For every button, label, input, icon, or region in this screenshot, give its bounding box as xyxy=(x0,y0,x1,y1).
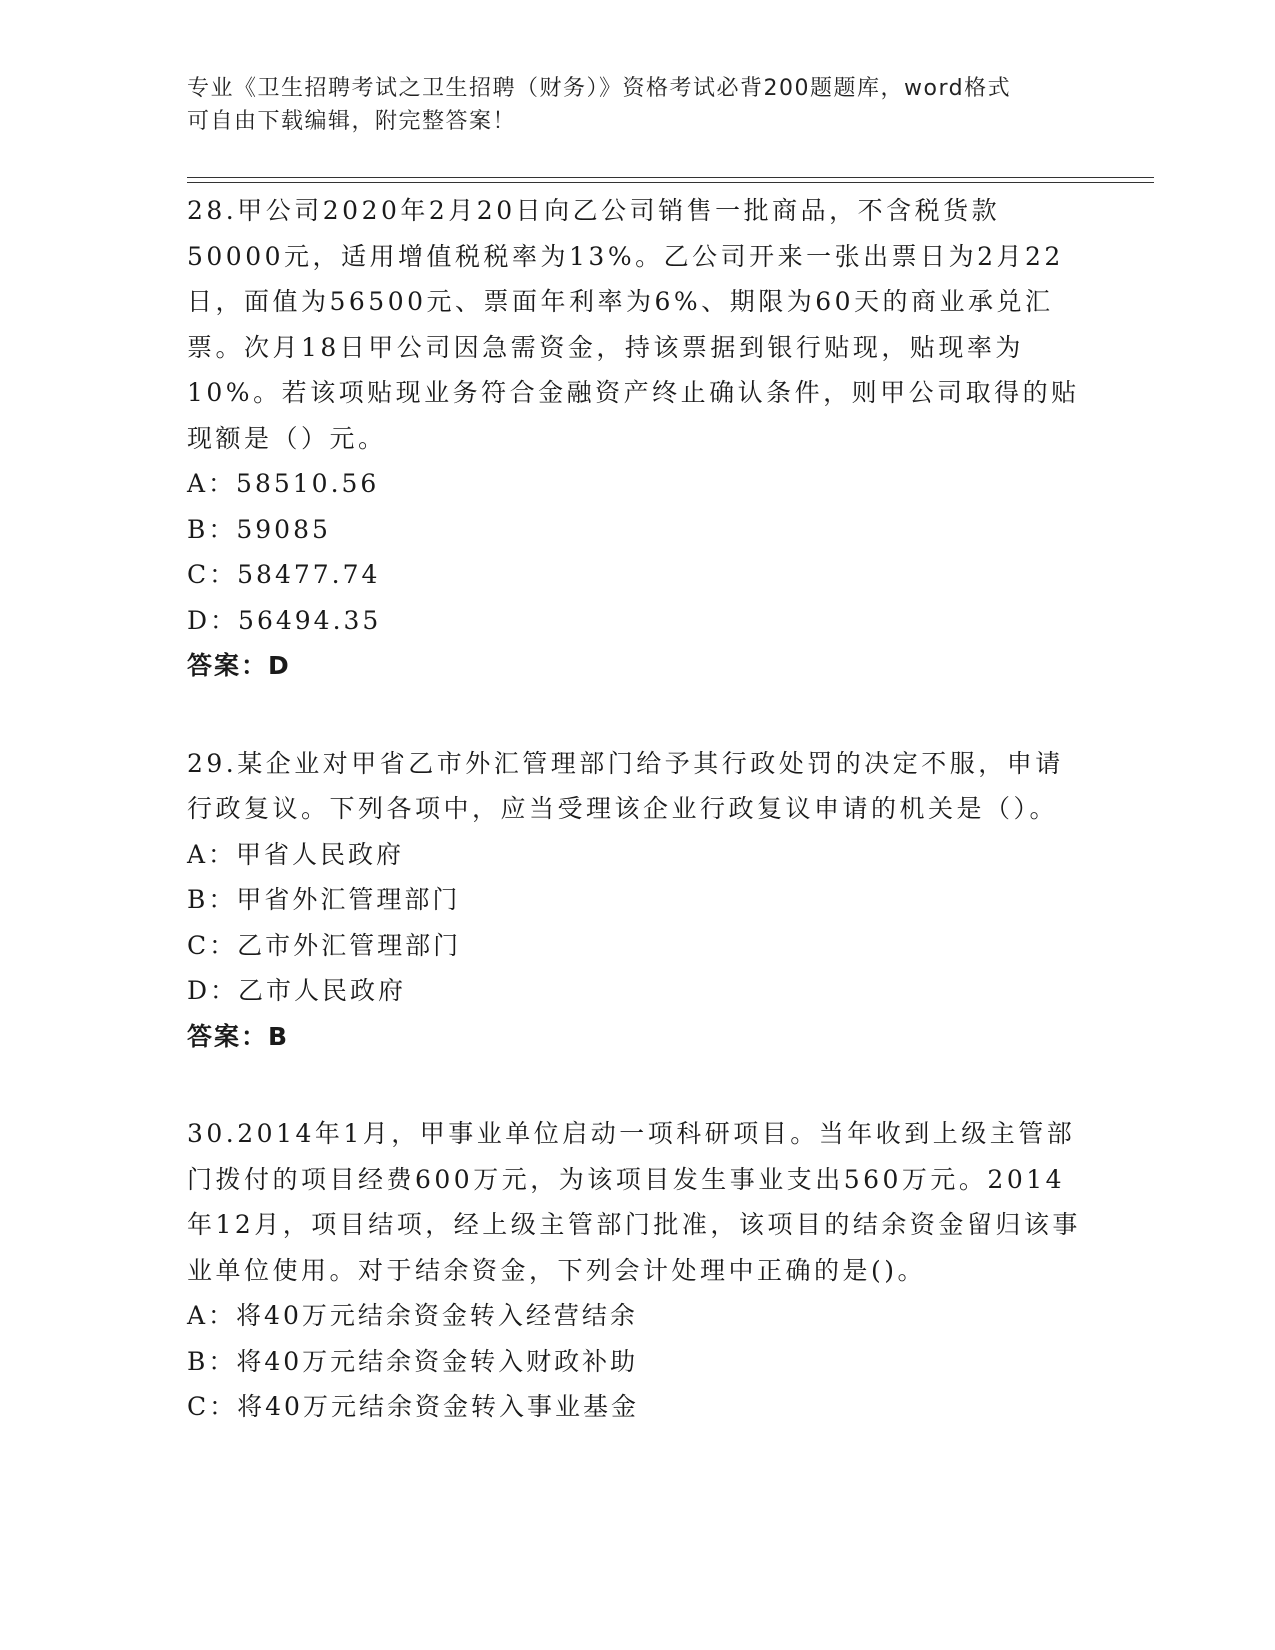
question-29 xyxy=(187,741,1087,1060)
option-c: C：58477.74 xyxy=(187,560,381,589)
option-c: C：将40万元结余资金转入事业基金 xyxy=(187,1392,639,1421)
question-28 xyxy=(187,188,1087,689)
header-divider xyxy=(187,177,1154,183)
answer-line: 答案：D xyxy=(187,651,291,680)
header-line-2: 可自由下载编辑，附完整答案！ xyxy=(187,109,517,134)
question-stem: 30.2014年1月，甲事业单位启动一项科研项目。当年收到上级主管部门拨付的项目经费600万元，为该项目发生事业支出560万元。2014年12月，项目结项，经上级主管部门批准，该项目的结余资金留归该事业单位使用。对于结余资金，下列会计处理中正确的是()。 xyxy=(187,1119,1081,1285)
option-a: A：58510.56 xyxy=(187,469,380,498)
answer-line: 答案：B xyxy=(187,1021,290,1051)
question-list xyxy=(187,188,1087,1482)
option-b: B：甲省外汇管理部门 xyxy=(187,885,461,914)
option-a: A：将40万元结余资金转入经营结余 xyxy=(187,1301,638,1330)
document-header xyxy=(187,72,1077,138)
question-stem: 28.甲公司2020年2月20日向乙公司销售一批商品，不含税货款50000元，适用增值税税率为13%。乙公司开来一张出票日为2月22日，面值为56500元、票面年利率为6%、期限为60天的商业承兑汇票。次月18日甲公司因急需资金，持该票据到银行贴现，贴现率为10%。若该项贴现业务符合金融资产终止确认条件，则甲公司取得的贴现额是（）元。 xyxy=(187,196,1080,453)
question-30 xyxy=(187,1111,1087,1430)
header-line-1: 专业《卫生招聘考试之卫生招聘（财务）》资格考试必背200题题库，word格式 xyxy=(187,76,1012,101)
option-a: A：甲省人民政府 xyxy=(187,839,405,869)
option-d: D：56494.35 xyxy=(187,605,382,635)
option-b: B：将40万元结余资金转入财政补助 xyxy=(187,1346,639,1376)
question-stem: 29.某企业对甲省乙市外汇管理部门给予其行政处罚的决定不服，申请行政复议。下列各项中，应当受理该企业行政复议申请的机关是（）。 xyxy=(187,748,1064,823)
option-d: D：乙市人民政府 xyxy=(187,976,407,1005)
option-b: B：59085 xyxy=(187,514,331,544)
option-c: C：乙市外汇管理部门 xyxy=(187,930,462,960)
